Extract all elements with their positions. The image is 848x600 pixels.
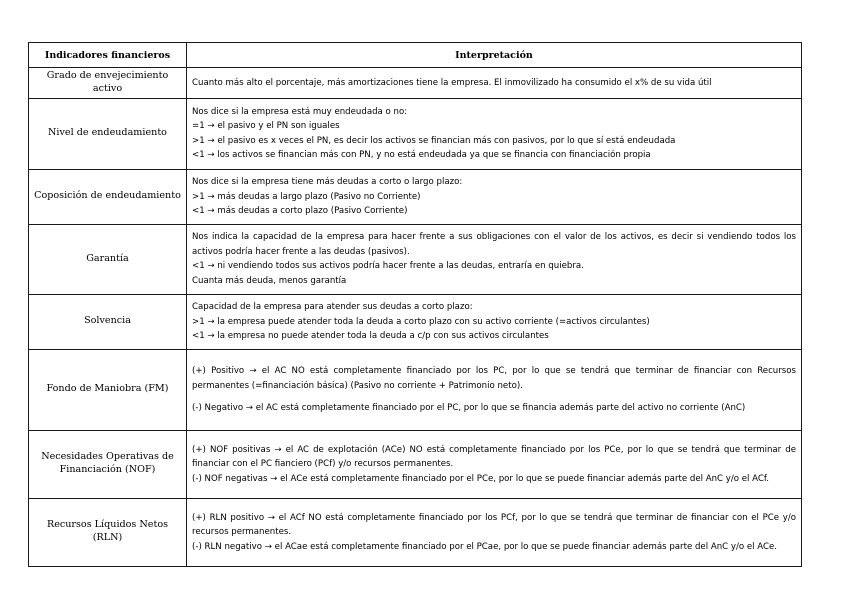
- interpretation-line: (-) Negativo → el AC está completamente financiado por el PC, por lo que se financia además parte del activo no corriente (AnC): [192, 403, 746, 414]
- interpretation-line: (-) NOF negativas → el ACe está completamente financiado por el PCe, por lo que se puede financiar además parte del AnC y/o el ACf.: [192, 473, 770, 484]
- interpretation-line: (-) RLN negativo → el ACae está completamente financiado por el PCae, por lo que se puede financiar además parte del AnC y/o el ACe.: [192, 541, 778, 552]
- table-row: [29, 349, 802, 430]
- interpretation-line: (+) Positivo → el AC NO está completamente financiado por los PC, por lo que se tendrá que terminar de financiar con Recursos permanentes (=financiación básica) (Pasivo no corriente + Patrimonio neto).: [192, 366, 796, 391]
- interpretation-line: Nos dice si la empresa está muy endeudada o no:: [192, 106, 408, 117]
- interpretation-line: <1 → más deudas a corto plazo (Pasivo Corriente): [192, 206, 408, 217]
- table-row: [29, 430, 802, 498]
- table-row: [29, 169, 802, 224]
- interpretation-line: >1 → la empresa puede atender toda la deuda a corto plazo con su activo corriente (=activos circulantes): [192, 316, 650, 327]
- interpretation-line: <1 → la empresa no puede atender toda la deuda a c/p con sus activos circulantes: [192, 331, 549, 342]
- interpretation-line: Nos dice si la empresa tiene más deudas a corto o largo plazo:: [192, 177, 463, 188]
- interpretation-cell: [187, 169, 802, 224]
- table-row: [29, 498, 802, 566]
- interpretation-cell: [187, 498, 802, 566]
- interpretation-line: Cuanta más deuda, menos garantía: [192, 275, 347, 286]
- indicator-cell: Grado de envejecimiento activo: [29, 68, 187, 99]
- interpretation-line: (+) NOF positivas → el AC de explotación (ACe) NO está completamente financiado por los PCe, por lo que se tendrá que terminar de financiar con el PC fianciero (PCf) y/o recursos permanentes.: [192, 444, 796, 470]
- interpretation-line: (+) RLN positivo → el ACf NO está completamente financiado por los PCf, por lo que se tendrá que terminar de financiar con el PCe y/o recursos permanentes.: [192, 512, 796, 538]
- interpretation-line: >1 → más deudas a largo plazo (Pasivo no Corriente): [192, 191, 421, 202]
- indicator-cell: Solvencia: [29, 294, 187, 349]
- table-row: [29, 224, 802, 294]
- interpretation-cell: [187, 98, 802, 169]
- interpretation-line: >1 → el pasivo es x veces el PN, es decir los activos se financian más con pasivos, por lo que sí está endeudada: [192, 135, 676, 146]
- indicator-cell: Recursos Líquidos Netos (RLN): [29, 498, 187, 566]
- financial-indicators-table: [28, 42, 802, 567]
- interpretation-cell: [187, 224, 802, 294]
- interpretation-line: <1 → ni vendiendo todos sus activos podría hacer frente a las deudas, entraría en quiebra.: [192, 261, 584, 272]
- interpretation-line: Cuanto más alto el porcentaje, más amortizaciones tiene la empresa. El inmovilizado ha consumido el x% de su vida útil: [192, 77, 712, 88]
- interpretation-line: <1 → los activos se financian más con PN, y no está endeudada ya que se financia con financiación propia: [192, 150, 651, 161]
- interpretation-line: Capacidad de la empresa para atender sus deudas a corto plazo:: [192, 302, 473, 313]
- interpretation-cell: [187, 430, 802, 498]
- indicator-cell: Coposición de endeudamiento: [29, 169, 187, 224]
- interpretation-cell: [187, 349, 802, 430]
- table-header-row: [29, 43, 802, 68]
- indicator-cell: Necesidades Operativas de Financiación (NOF): [29, 430, 187, 498]
- indicator-cell: Fondo de Maniobra (FM): [29, 349, 187, 430]
- table-row: [29, 68, 802, 99]
- interpretation-cell: [187, 294, 802, 349]
- interpretation-cell: [187, 68, 802, 99]
- header-indicator: Indicadores financieros: [29, 43, 187, 68]
- table-row: [29, 294, 802, 349]
- header-interpretation: Interpretación: [187, 43, 802, 68]
- paragraph-gap: [192, 393, 796, 401]
- table-row: [29, 98, 802, 169]
- interpretation-line: Nos indica la capacidad de la empresa para hacer frente a sus obligaciones con el valor de los activos, es decir si vendiendo todos los activos podría hacer frente a las deudas (pasivos).: [192, 232, 796, 257]
- indicator-cell: Nivel de endeudamiento: [29, 98, 187, 169]
- interpretation-line: =1 → el pasivo y el PN son iguales: [192, 121, 340, 132]
- indicator-cell: Garantía: [29, 224, 187, 294]
